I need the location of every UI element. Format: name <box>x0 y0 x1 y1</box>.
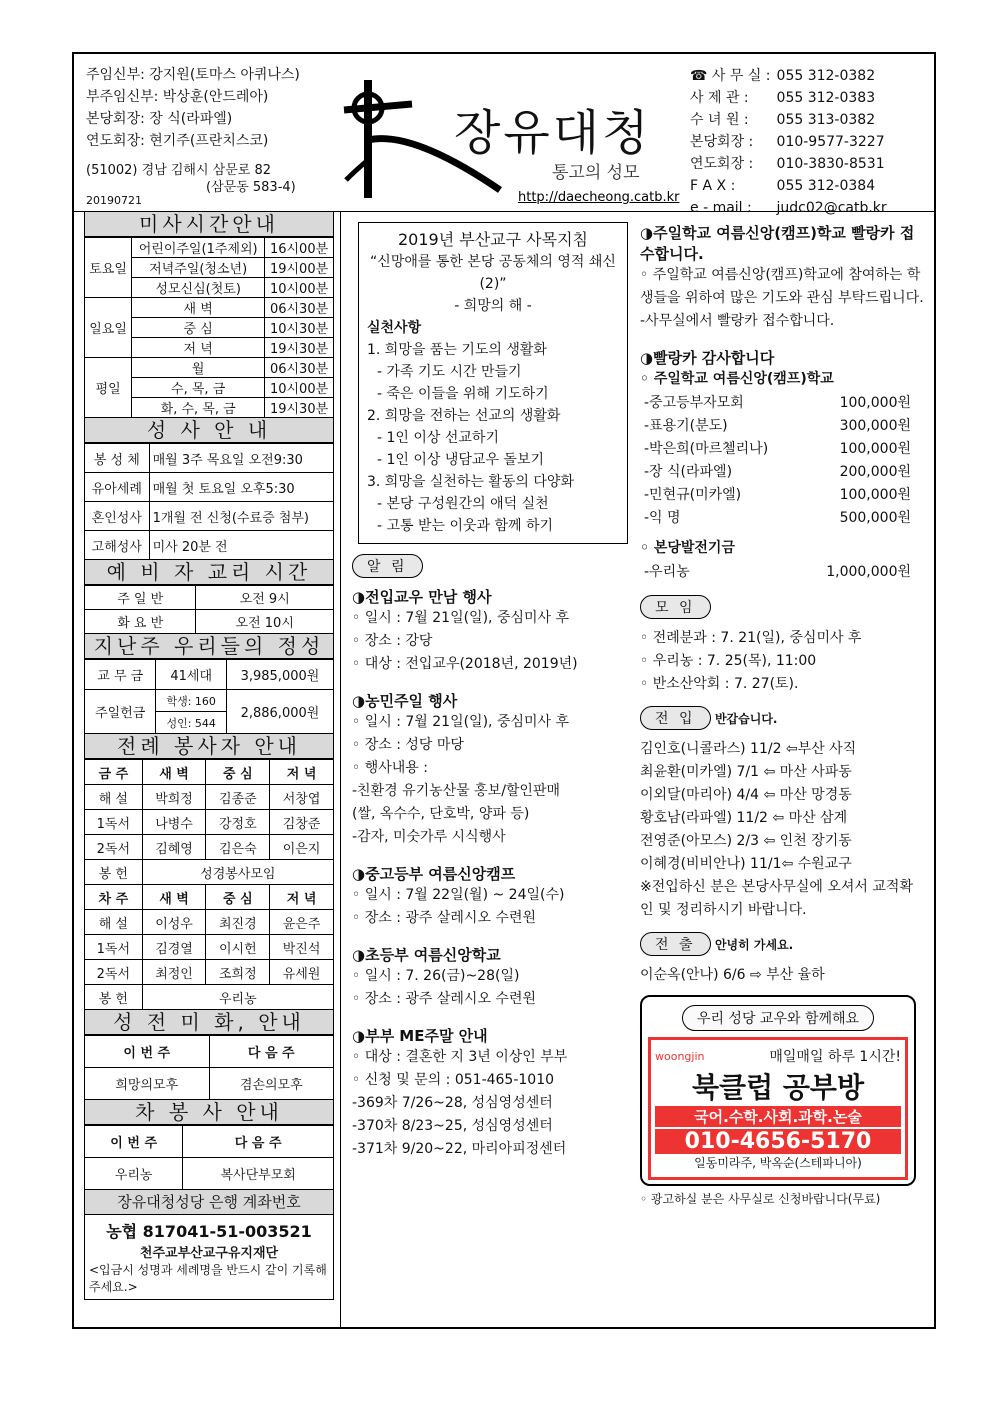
section-header: 성 전 미 화, 안내 <box>84 1009 334 1035</box>
pastoral-item: - 죽은 이들을 위해 기도하기 <box>377 386 549 402</box>
liturgy-row: 해 설 박희정 김종준 서창엽 <box>85 785 334 810</box>
meeting-line: ◦ 우리농 : 7. 25(목), 11:00 <box>640 653 817 669</box>
liturgy-row: 2독서 최정인 조희정 유세원 <box>85 960 334 985</box>
notice-line: ◦ 장소 : 강당 <box>352 633 433 649</box>
notice-title: ◑중고등부 여름신앙캠프 <box>352 865 516 883</box>
meeting-line: ◦ 전례분과 : 7. 21(일), 중심미사 후 <box>640 630 862 646</box>
website-link[interactable]: http://daecheong.catb.kr <box>518 190 680 205</box>
liturgy-row: 2독서 김혜영 김은숙 이은지 <box>85 835 334 860</box>
catechism-row: 주 일 반 오전 9시 <box>85 586 334 610</box>
pastoral-item: 1. 희망을 품는 기도의 생활화 <box>367 342 547 358</box>
pastoral-item: 3. 희망을 실천하는 활동의 다양화 <box>367 474 574 490</box>
thanks-title: ◑빨랑카 감사합니다 <box>640 349 775 367</box>
notice-line: ◦ 장소 : 광주 살레시오 수련원 <box>352 991 536 1007</box>
section-header: 차 봉 사 안내 <box>84 1099 334 1125</box>
fund-table <box>640 560 915 585</box>
notice-title: ◑초등부 여름신앙학교 <box>352 946 501 964</box>
sacrament-row: 유아세례 매월 첫 토요일 오후5:30 <box>85 473 334 502</box>
notice-line: (쌀, 옥수수, 단호박, 양파 등) <box>352 806 530 822</box>
mass-row: 일요일 새 벽 06시30분 <box>85 298 334 318</box>
officer: 연도회장: 현기주(프란치스코) <box>86 133 269 149</box>
notice-title: ◑전입교우 만남 행사 <box>352 588 492 606</box>
catechism-table <box>84 585 334 634</box>
mass-row: 저 녁 19시30분 <box>85 338 334 358</box>
donation-row: -중고등부자모회 100,000원 <box>644 395 911 411</box>
movein-line: 황호남(라파엘) 11/2 ⇦ 마산 삼계 <box>640 810 848 826</box>
parish-title: 장유대청 <box>454 105 652 161</box>
moveout-label: 전 출 <box>640 932 711 956</box>
donation-row: -장 식(라파엘) 200,000원 <box>644 464 911 480</box>
mass-row: 화, 수, 목, 금 19시30분 <box>85 398 334 418</box>
donation-table <box>640 391 915 531</box>
issue-date: 20190721 <box>86 194 142 207</box>
movein-line: 이혜경(비비안나) 11/1⇦ 수원교구 <box>640 856 852 872</box>
notice-title: ◑부부 ME주말 안내 <box>352 1027 488 1045</box>
notice-line: ◦ 일시 : 7월 21일(일), 중심미사 후 <box>352 714 570 730</box>
notice-line: -371차 9/20~22, 마리아피정센터 <box>352 1141 567 1157</box>
parish-subtitle: 통고의 성모 <box>552 163 640 183</box>
vehicle-table: 이 번 주 다 음 주 우리농 복사단부모회 <box>84 1125 334 1190</box>
pastoral-box: 2019년 부산교구 사목지침 “신망애를 통한 본당 공동체의 영적 쇄신(2)” - 희망의 해 - 실천사항 1. 희망을 품는 기도의 생활화 - 가족 기도 시간 만들기 - 죽은 이들을 위해 기도하기 2. 희망을 전하는 선교의 생활화 - 1인 이상 선교하기 - 1인 이상 냉담교우 돌보기 3. 희망을 실천하는 활동의 다양화 - 본당 구성원간의 애덕 실천 - 고통 받는 이웃과 함께 하기 <box>358 222 628 544</box>
camp-title: ◑주일학교 여름신앙(캠프)학교 빨랑카 접수합니다. <box>640 224 915 263</box>
notice-line: -친환경 유기농산물 홍보/할인판매 <box>352 783 561 799</box>
flowers-table: 이 번 주 다 음 주 희망의모후 겸손의모후 <box>84 1035 334 1100</box>
section-header: 미사시간안내 <box>84 211 334 237</box>
donation-row: -민현규(미카엘) 100,000원 <box>644 487 911 503</box>
notice-line: ◦ 일시 : 7. 26(금)~28(일) <box>352 968 520 984</box>
left-column <box>84 212 334 1300</box>
advertisement: 우리 성당 교우와 함께해요 woongjin 매일매일 하루 1시간! 북클럽 공부방 국어.수학.사회.과학.논술 010-4656-5170 일동미라주, 박옥순(스테파니아) <box>640 995 916 1186</box>
liturgy-row: 1독서 나병수 강정호 김창준 <box>85 810 334 835</box>
contact-row: 수 녀 원 : 055 313-0382 <box>690 112 876 128</box>
contact-row: ☎ 사 무 실 : 055 312-0382 <box>690 68 876 84</box>
liturgy-row: 1독서 김경열 이시헌 박진석 <box>85 935 334 960</box>
officer: 본당회장: 장 식(라파엘) <box>86 111 233 127</box>
sacrament-row: 혼인성사 1개월 전 신청(수료증 첨부) <box>85 502 334 531</box>
notice-line: -감자, 미숫가루 시식행사 <box>352 829 506 845</box>
contact-row: 사 제 관 : 055 312-0383 <box>690 90 876 106</box>
middle-column <box>352 222 632 1161</box>
pastoral-item: - 가족 기도 시간 만들기 <box>377 364 522 380</box>
bank-box: 농협 817041-51-003521 천주교부산교구유지재단 <입금시 성명과 세례명을 반드시 같이 기록해 주세요.> <box>84 1214 334 1300</box>
notice-label: 알 림 <box>352 554 423 578</box>
section-header: 장유대청성당 은행 계좌번호 <box>84 1189 334 1215</box>
column-divider <box>340 212 341 1329</box>
section-header: 지난주 우리들의 정성 <box>84 633 334 659</box>
right-column: ◑주일학교 여름신앙(캠프)학교 빨랑카 접수합니다. ◦ 주일학교 여름신앙(캠프)학교에 참여하는 학생들을 위하여 많은 기도와 관심 부탁드립니다. -사무실에서 빨랑카 접수합니다. ◑빨랑카 감사합니다 ◦ 주일학교 여름신앙(캠프)학교 -중고등부자모회 100,000원 -표용기(분도) 300,000원 -박은희(마르첼리나) 100,000원 -장 식(라파엘) 200,000원 -민현규(미카엘) 100,000원 -익 명 500,000원 ◦ 본당발전기금 -우리농 1,000,000원 모 임 ◦ 전례분과 : 7. 21(일), 중심미사 후 ◦ 우리농 : 7. 25(목), 11:00 ◦ 반소산악회 : 7. 27(토). 전 입 반갑습니다. 김인호(니콜라스) 11/2 ⇦부산 사직 최윤환(미카엘) 7/1 ⇦ 마산 사파동 이외달(마리아) 4/4 ⇦ 마산 망경동 황호남(라파엘) 11/2 ⇦ 마산 삼계 전영준(아모스) 2/3 ⇦ 인천 장기동 이혜경(비비안나) 11/1⇦ 수원교구 ※전입하신 분은 본당사무실에 오셔서 교적확인 및 정리하시기 바랍니다. 전 출 안녕히 가세요. 이순옥(안나) 6/6 ⇨ 부산 율하 우리 성당 교우와 함께해요 woongjin 매일매일 하루 1시간! 북클럽 공부방 국어.수학.사회.과학.논술 010-4656-5170 일동미라주, 박옥순(스테파니아) ◦ 광고하실 분은 사무실로 신청바랍니다(무료) <box>640 224 924 1206</box>
section-header: 성 사 안 내 <box>84 417 334 443</box>
mass-table <box>84 237 334 418</box>
donation-row: -익 명 500,000원 <box>644 510 911 526</box>
offering-table: 교 무 금 41세대 3,985,000원 주일헌금 학생: 160 2,886,000원 성인: 544 <box>84 659 334 734</box>
sacrament-row: 고해성사 미사 20분 전 <box>85 531 334 560</box>
pastoral-item: 2. 희망을 전하는 선교의 생활화 <box>367 408 561 424</box>
pastoral-item: - 1인 이상 냉담교우 돌보기 <box>377 452 544 468</box>
notice-line: ◦ 장소 : 광주 살레시오 수련원 <box>352 910 536 926</box>
mass-row: 수, 목, 금 10시00분 <box>85 378 334 398</box>
pastoral-item: - 1인 이상 선교하기 <box>377 430 499 446</box>
notice-line: -369차 7/26~28, 성심영성센터 <box>352 1095 553 1111</box>
section-header: 전례 봉사자 안내 <box>84 733 334 759</box>
notice-line: -370차 8/23~25, 성심영성센터 <box>352 1118 553 1134</box>
notice-line: ◦ 대상 : 전입교우(2018년, 2019년) <box>352 656 578 672</box>
officer: 부주임신부: 박상훈(안드레아) <box>86 89 269 105</box>
movein-label: 전 입 <box>640 706 711 730</box>
mass-row: 저녁주일(청소년) 19시00분 <box>85 258 334 278</box>
sacrament-table <box>84 443 334 560</box>
mass-row: 토요일 어린이주일(1주제외) 16시00분 <box>85 238 334 258</box>
notice-line: ◦ 일시 : 7월 21일(일), 중심미사 후 <box>352 610 570 626</box>
notice-title: ◑농민주일 행사 <box>352 692 458 710</box>
fund-row: -우리농 1,000,000원 <box>644 564 911 580</box>
movein-line: 이외달(마리아) 4/4 ⇦ 마산 망경동 <box>640 787 852 803</box>
masthead <box>74 54 934 216</box>
mass-row: 중 심 10시30분 <box>85 318 334 338</box>
notice-line: ◦ 일시 : 7월 22일(월) ~ 24일(수) <box>352 887 565 903</box>
officer: 주임신부: 강지원(토마스 아퀴나스) <box>86 67 300 83</box>
contact-row: 본당회장 : 010-9577-3227 <box>690 134 885 150</box>
contact-list <box>688 64 893 220</box>
contact-row: 연도회장 : 010-3830-8531 <box>690 156 885 172</box>
donation-row: -박은희(마르첼리나) 100,000원 <box>644 441 911 457</box>
mass-row: 성모신심(첫토) 10시00분 <box>85 278 334 298</box>
pastoral-item: - 고통 받는 이웃과 함께 하기 <box>377 518 554 534</box>
catechism-row: 화 요 반 오전 10시 <box>85 610 334 634</box>
meeting-label: 모 임 <box>640 595 711 619</box>
mass-row: 평일 월 06시30분 <box>85 358 334 378</box>
bulletin-page <box>72 52 936 1329</box>
movein-line: 전영준(아모스) 2/3 ⇦ 인천 장기동 <box>640 833 852 849</box>
meeting-line: ◦ 반소산악회 : 7. 27(토). <box>640 676 799 692</box>
sacrament-row: 봉 성 체 매월 3주 목요일 오전9:30 <box>85 444 334 473</box>
section-header: 예 비 자 교리 시간 <box>84 559 334 585</box>
liturgy-row: 해 설 이성우 최진경 윤은주 <box>85 910 334 935</box>
notice-line: ◦ 대상 : 결혼한 지 3년 이상인 부부 <box>352 1049 568 1065</box>
notice-line: ◦ 행사내용 : <box>352 760 428 776</box>
notice-line: ◦ 신청 및 문의 : 051-465-1010 <box>352 1072 555 1088</box>
address: (51002) 경남 김해시 삼문로 82 (삼문동 583-4) <box>86 163 296 195</box>
liturgy-table: 금 주 새 벽 중 심 저 녁 해 설 박희정 김종준 서창엽 1독서 나병수 강정호 김창준 2독서 김혜영 김은숙 이은지 봉 헌 성경봉사모임 차 주 새 벽 중 심 저 녁 해 설 이성우 최진경 윤은주 1독서 김경열 이시헌 박진석 2독서 최정인 조희정 유세원 봉 헌 우리농 <box>84 759 334 1010</box>
movein-line: 김인호(니콜라스) 11/2 ⇦부산 사직 <box>640 741 857 757</box>
contact-row: e - mail : judc02@catb.kr <box>690 200 887 216</box>
notice-line: ◦ 장소 : 성당 마당 <box>352 737 464 753</box>
pastoral-item: - 본당 구성원간의 애덕 실천 <box>377 496 549 512</box>
movein-line: 최윤환(미카엘) 7/1 ⇦ 마산 사파동 <box>640 764 852 780</box>
contact-row: F A X : 055 312-0384 <box>690 178 876 194</box>
donation-row: -표용기(분도) 300,000원 <box>644 418 911 434</box>
